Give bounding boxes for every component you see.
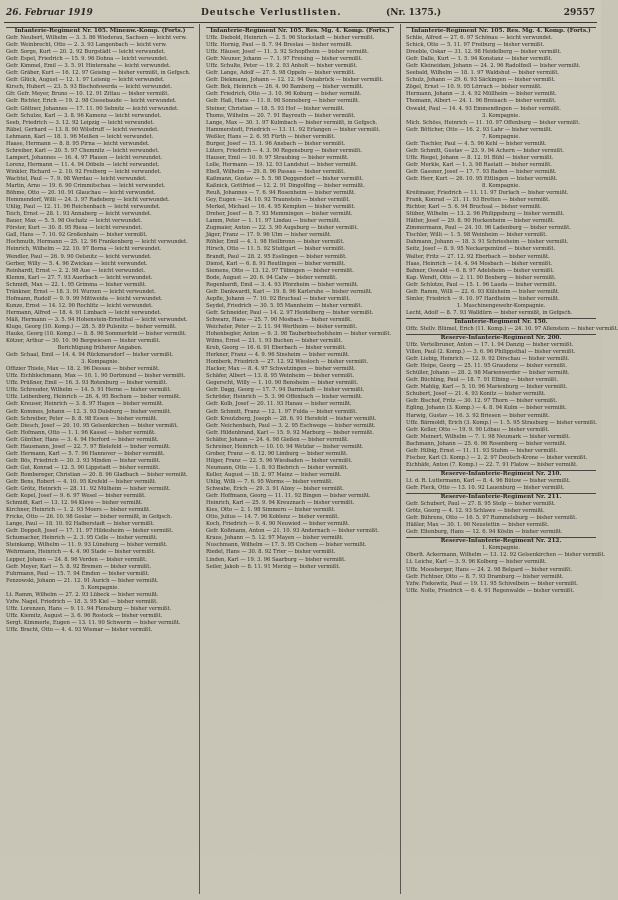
- list-entry: 1. Maschinengewehr-Kompagnie.: [456, 302, 546, 309]
- list-entry: Mäß, Hermann — 3. 5. 94 Hohenstein-Ernstthal — leicht verwundet.: [6, 316, 188, 323]
- list-entry: Lüters, Friedrich — 4. 3. 90 Regensburg — bisher vermißt.: [206, 147, 363, 154]
- list-entry: Schumacher, Heinrich — 2. 3. 95 Celle — bisher vermißt.: [6, 535, 158, 542]
- list-entry: Haase, Hermann — 8. 8. 95 Pirna — leicht verwundet.: [6, 140, 150, 147]
- list-entry: Lorenz, Hermann — 11. 4. 94 Döbeln — leicht verwundet.: [6, 161, 160, 168]
- list-entry: Neumann, Otto — 1. 8. 93 Biebrich — bisher vermißt.: [206, 464, 349, 471]
- list-entry: Aepfle, Johann — 7. 10. 92 Bruchsal — bisher vermißt.: [206, 295, 351, 302]
- list-entry: Bahner, Oswald — 6. 8. 97 Adelsheim — bisher vermißt.: [406, 267, 555, 274]
- list-entry: Gefr. Glück, August — 12. 1. 97 Leisnig — leicht verwundet.: [6, 77, 165, 84]
- list-entry: Reuß, Johannes — 7. 6. 94 Rosenheim — bisher vermißt.: [206, 190, 356, 197]
- list-entry: Hermann, Alfred — 18. 4. 91 Limbach — leicht verwundet.: [6, 309, 162, 316]
- list-entry: Ebell, Wilhelm — 29. 8. 96 Passau — bisher vermißt.: [206, 168, 345, 175]
- list-entry: Klemm, Karl — 27. 7. 93 Auerbach — leicht verwundet.: [6, 274, 153, 281]
- column-2: [206, 26, 394, 894]
- list-entry: Fenzowski, Johann — 21. 12. 91 Aurich — bisher vermißt.: [6, 577, 159, 584]
- list-entry: Keller, August — 18. 2. 97 Mainz — bisher vermißt.: [206, 471, 342, 478]
- list-entry: Gefr. Göttner, Johannes — 17. 11. 90 Sebnitz — leicht verwundet.: [6, 105, 179, 112]
- list-entry: Bauer, Max — 5. 5. 98 Oschatz — leicht verwundet.: [6, 218, 142, 225]
- list-entry: Kaßmann, Gustav — 5. 5. 98 Deggendorf — bisher vermißt.: [206, 175, 364, 182]
- list-entry: Gefr. Neichenbach, Paul — 3. 2. 95 Eschwege — bisher vermißt.: [206, 422, 376, 429]
- list-entry: Uffz. Kiemitz, August — 3. 6. 96 Rostock — bisher vermißt.: [6, 612, 163, 619]
- list-entry: Kirsch, Hubert — 23. 5. 93 Bischofswerda — leicht verwundet.: [6, 84, 172, 91]
- list-entry: Wachtel, Paul — 7. 9. 98 Werdau — leicht verwundet.: [6, 175, 147, 182]
- list-entry: Steinkamp, Wilhelm — 11. 9. 93 Lüneburg — bisher vermißt.: [6, 542, 168, 549]
- list-entry: Uffz. Prüßner, Emil — 16. 3. 93 Rotenburg — bisher vermißt.: [6, 380, 168, 387]
- list-entry: Förster, Kurt — 30. 8. 95 Riesa — leicht verwundet.: [6, 225, 143, 232]
- list-entry: Lehmann, Karl — 18. 1. 96 Meißen — leicht verwundet.: [6, 133, 154, 140]
- list-entry: Regenhardt, Emil — 3. 4. 93 Pforzheim — bisher vermißt.: [206, 281, 359, 288]
- list-entry: Gefr. Kleineidam, Johann — 24. 2. 96 Radolfzell — bisher vermißt.: [406, 63, 581, 70]
- list-entry: Gefr. Meyer, Karl — 5. 8. 92 Bremen — bisher vermißt.: [6, 563, 151, 570]
- list-entry: Heinrich, Karl — 25. 9. 94 Kreuznach — bisher vermißt.: [206, 500, 355, 507]
- list-entry: 3. Kompagnie.: [482, 112, 520, 119]
- list-entry: Gerber, Willy — 5. 4. 96 Zwickau — leicht verwundet.: [6, 260, 148, 267]
- list-entry: Gefr. Ramm, Willi — 22. 6. 93 Külsheim — bisher vermißt.: [406, 288, 560, 295]
- list-entry: Gefr. Espel, Friedrich — 15. 9. 96 Dohna — leicht verwundet.: [6, 56, 168, 63]
- list-entry: 5. Kompagnie.: [81, 584, 119, 591]
- list-entry: Uhlig, Paul — 12. 11. 96 Reichenbach — leicht verwundet.: [6, 204, 161, 211]
- list-entry: Dahmann, Johann — 18. 3. 91 Schriesheim — bisher vermißt.: [406, 239, 569, 246]
- list-entry: Kirchner, Heinrich — 1. 2. 93 Moers — bisher vermißt.: [6, 507, 151, 514]
- list-entry: Gefr. Hausmann, Josef — 22. 7. 97 Bielefeld — bisher vermißt.: [6, 443, 171, 450]
- list-entry: Gefr. Schubert, Paul — 27. 8. 95 Stolp — bisher vermißt.: [406, 501, 556, 508]
- list-entry: Uhlig, Willi — 7. 6. 95 Worms — bisher vermißt.: [206, 479, 333, 485]
- list-entry: Böhme, Otto — 20. 10. 91 Glauchau — leicht verwundet.: [6, 190, 156, 197]
- list-entry: Winkler, Richard — 2. 10. 92 Freiberg — leicht verwundet.: [6, 168, 162, 175]
- list-entry: Berichtigung früherer Angaben.: [57, 345, 143, 352]
- list-entry: Schubert, Josef — 21. 4. 93 Konitz — bisher vermißt.: [406, 391, 546, 398]
- list-entry: Reserve-Infanterie-Regiment Nr. 212.: [406, 537, 596, 545]
- list-entry: Hacker, Max — 8. 4. 97 Schwetzingen — bisher vermißt.: [206, 366, 356, 373]
- list-entry: Simler, Friedrich — 9. 10. 97 Hardheim — bisher vermißt.: [406, 295, 560, 302]
- list-entry: Lt. d. R. Luttermann, Karl — 8. 4. 96 Bütow — bisher vermißt.: [406, 477, 571, 484]
- page-number: 29557: [563, 8, 595, 18]
- list-entry: Hammerstedt, Friedrich — 13. 11. 92 Erlangen — bisher vermißt.: [206, 126, 381, 133]
- list-entry: Gefr. Lange, Adolf — 27. 5. 98 Oppeln — bisher vermißt.: [206, 70, 356, 77]
- list-entry: Schmidt, Max — 22. 1. 95 Grimma — bisher vermißt.: [6, 281, 147, 288]
- list-entry: Schüller, Johann — 28. 2. 98 Marienwerder — bisher vermißt.: [406, 370, 570, 377]
- list-entry: Mich. Schöss, Heinrich — 11. 10. 97 Offenburg — bisher vermißt.: [406, 119, 580, 126]
- list-entry: Räbel, Gerhard — 13. 8. 90 Wilsdruff — leicht verwundet.: [6, 126, 159, 133]
- list-entry: Egling, Johann (3. Komp.) — 4. 8. 94 Kulm — bisher vermißt.: [406, 405, 567, 412]
- list-entry: Schäfer, Albert — 13. 8. 95 Weinheim — bisher vermißt.: [206, 373, 354, 380]
- list-entry: Uffz. Bärmoldt, Erich (3. Komp.) — 1. 5. 95 Strasburg — bisher vermißt.: [406, 419, 597, 426]
- list-entry: Merkel, Michael — 16. 4. 95 Kempten — bisher vermißt.: [206, 204, 356, 211]
- list-entry: Kreb, Georg — 16. 6. 91 Eberbach — bisher vermißt.: [206, 345, 347, 352]
- list-entry: Gefr. Hildenbrand, Karl — 15. 9. 92 Marburg — bisher vermißt.: [206, 429, 374, 436]
- list-entry: Kötzer, Arthur — 30. 10. 90 Bergwiesen — bisher vermißt.: [6, 338, 161, 345]
- list-entry: Gefr. Diesch, Josef — 20. 10. 95 Gelsenkirchen — bisher vermißt.: [6, 422, 179, 429]
- list-entry: Wehrmann, Heinrich — 4. 4. 90 Stade — bisher vermißt.: [6, 549, 156, 556]
- list-entry: Kies, Otto — 2. 1. 98 Simmern — bisher vermißt.: [206, 507, 336, 514]
- list-entry: Heinrich, Wilhelm — 22. 10. 97 Borna — leicht verwundet.: [6, 246, 162, 253]
- list-entry: Gefr. Hoffmann, Georg — 11. 11. 92 Bingen — bisher vermißt.: [206, 493, 371, 500]
- list-entry: Villen, Paul (2. Komp.) — 3. 6. 96 Philippsthal — bisher vermißt.: [406, 349, 576, 356]
- list-entry: Gefr. Bek, Heinrich — 26. 4. 90 Bamberg — bisher vermißt.: [206, 84, 364, 91]
- list-entry: Tränkner, Ernst — 18. 3. 91 Wurzen — leicht verwundet.: [6, 288, 156, 295]
- list-entry: Grober, Franz — 6. 12. 90 Limburg — bisher vermißt.: [206, 450, 348, 457]
- list-entry: Gefr. Schlotze, Paul — 15. 1. 96 Lauda — bisher vermißt.: [406, 281, 557, 288]
- list-entry: Siemens, Otto — 13. 12. 97 Tübingen — bisher vermißt.: [206, 267, 354, 274]
- list-entry: Schmidt, Karl — 13. 12. 94 Kleve — bisher vermißt.: [6, 500, 143, 507]
- list-entry: Dreher, Josef — 8. 7. 93 Memmingen — bisher vermißt.: [206, 211, 353, 218]
- list-entry: Hofmann, Rudolf — 9. 9. 99 Mittweida — leicht verwundet.: [6, 295, 163, 302]
- list-entry: Uffz. Riegel, Johann — 8. 12. 91 Bühl — bisher vermißt.: [406, 154, 554, 161]
- list-entry: Wendler, Paul — 26. 9. 90 Oelsnitz — leicht verwundet.: [6, 253, 152, 260]
- list-entry: Steiner, Christian — 18. 5. 93 Hof — bisher vermißt.: [206, 105, 345, 112]
- list-entry: Gefr. Schneider, Paul — 14. 2. 97 Heidelberg — bisher vermißt.: [206, 309, 374, 316]
- list-entry: Fischer, Karl (3. Komp.) — 2. 2. 97 Deutsch-Krone — bisher vermißt.: [406, 454, 588, 461]
- list-entry: Jäger, Franz — 17. 9. 96 Ulm — bisher vermißt.: [206, 232, 332, 239]
- list-entry: Seeb, Friedrich — 3. 12. 92 Leipzig — leicht verwundet.: [6, 119, 155, 126]
- list-entry: Bachmann, Johann — 25. 6. 96 Rosenberg — bisher vermißt.: [406, 440, 567, 447]
- list-entry: Gefr. Gassner, Josef — 17. 7. 93 Baden — bisher vermißt.: [406, 168, 557, 175]
- list-entry: Gefr. Kreutzberg, Joseph — 28. 6. 91 Hersfeld — bisher vermißt.: [206, 415, 377, 422]
- list-entry: Lolle, Hermann — 19. 12. 93 Landshut — bisher vermißt.: [206, 161, 358, 168]
- list-entry: Eichhäfe, Anton (7. Komp.) — 22. 7. 91 Flatow — bisher vermißt.: [406, 461, 578, 468]
- list-entry: Häßler, Max — 30. 1. 90 Neustettin — bisher vermißt.: [406, 522, 549, 529]
- list-entry: Gefr. Heipe, Georg — 25. 11. 95 Graudenz — bisher vermißt.: [406, 363, 567, 370]
- list-entry: Herkner, Franz — 4. 9. 96 Sinsheim — bisher vermißt.: [206, 352, 350, 359]
- list-entry: Gefr. Kommes, Johann — 12. 3. 93 Duisburg — bisher vermißt.: [6, 408, 172, 415]
- list-entry: Gefr. Bens, Robert — 4. 10. 95 Krefeld — bisher vermißt.: [6, 479, 157, 485]
- list-entry: Infanterie-Regiment Nr. 105. Res. Mg. 4. Komp. (Forts.): [206, 27, 394, 35]
- list-entry: Gefr. Rombereger, Christian — 20. 8. 96 Gladbach — bisher vermißt.: [6, 471, 188, 478]
- list-entry: Schick, Otto — 5. 11. 97 Freiburg — bisher vermißt.: [406, 42, 545, 49]
- list-entry: Lepper, Johann — 24. 8. 96 Verden — bisher vermißt.: [6, 556, 147, 563]
- list-entry: Gefr. Keller, Otto — 19. 9. 90 Löbau — bisher vermißt.: [406, 426, 550, 433]
- list-entry: Gefr. Friedrich, Otto — 3. 10. 96 Koburg — bisher vermißt.: [206, 91, 362, 98]
- list-entry: Stüber, Wilhelm — 13. 2. 96 Philippsburg — bisher vermißt.: [406, 211, 565, 218]
- list-entry: Gefr. Weinbrecht, Otto — 2. 3. 93 Langenbach — leicht verw.: [6, 42, 167, 49]
- list-entry: Gefr. Hilbig, Ernst — 11. 11. 93 Stuhm — bisher vermißt.: [406, 447, 558, 454]
- list-entry: Gefr. Bührens, Otto — 16. 5. 97 Rummelsburg — bisher vermißt.: [406, 515, 577, 522]
- list-entry: Teich, Ernst — 28. 1. 93 Annaberg — leicht verwundet.: [6, 211, 152, 218]
- list-entry: Otto, Julius — 14. 7. 96 Koblenz — bisher vermißt.: [206, 514, 340, 521]
- list-entry: Seiler, Jakob — 8. 11. 91 Merzig — bisher vermißt.: [206, 563, 341, 570]
- list-entry: Offizier Thiele, Max — 18. 2. 96 Dessau — bisher vermißt.: [6, 366, 160, 373]
- list-entry: Zögel, Ernst — 10. 9. 95 Lörrach — bisher vermißt.: [406, 84, 542, 91]
- list-entry: Gefr. Meinert, Wilhelm — 7. 1. 98 Neumark — bisher vermißt.: [406, 433, 571, 440]
- list-entry: Hilger, Franz — 22. 5. 96 Wiesbaden — bisher vermißt.: [206, 457, 353, 464]
- list-entry: Kaßnick, Gottfried — 12. 2. 91 Dingolfing — bisher vermißt.: [206, 183, 365, 190]
- list-entry: Reserve-Infanterie-Regiment Nr. 210.: [406, 470, 596, 478]
- list-entry: Gefr. Herr, Kurt — 26. 10. 95 Ettlingen — bisher vermißt.: [406, 175, 558, 182]
- list-entry: Infanterie-Regiment Nr. 105. Res. Mg. 4. Komp. (Forts.): [406, 27, 596, 35]
- list-entry: Gefr. Böttcher, Otto — 16. 2. 93 Lahr — bisher vermißt.: [406, 126, 553, 133]
- list-entry: Gall, Hans — 7. 10. 92 Großenhain — bisher vermißt.: [6, 232, 148, 239]
- list-entry: Gefr. Dalle, Kurt — 1. 5. 94 Konstanz — bisher vermißt.: [406, 56, 553, 63]
- list-entry: Schröder, Heinrich — 5. 3. 96 Offenbach — bisher vermißt.: [206, 394, 363, 401]
- list-entry: Kluge, Georg (10. Komp.) — 28. 5. 89 Pulsnitz — bisher vermißt.: [6, 323, 177, 330]
- list-entry: Gefr. Doppelt, Josef — 17. 11. 97 Hildesheim — bisher vermißt.: [6, 528, 173, 535]
- list-entry: Nuschmann, Wilhelm — 17. 5. 95 Cochem — bisher vermißt.: [206, 542, 367, 549]
- list-entry: Gefr. Fleck, Otto — 13. 10. 92 Lauenburg — bisher vermißt.: [406, 485, 565, 491]
- list-entry: Gefr. Neubert, Wilhelm — 3. 3. 86 Wiederau, Sachsen — leicht verw.: [6, 35, 187, 42]
- list-entry: Lamm, Peter — 1. 11. 97 Lindau — bisher vermißt.: [206, 218, 341, 225]
- list-entry: Gefr. Kepel, Josef — 9. 6. 97 Wesel — bisher vermißt.: [6, 493, 146, 500]
- list-entry: Gefr. Schreiber, Peter — 8. 8. 98 Essen — bisher vermißt.: [6, 415, 158, 422]
- column-3: [406, 26, 618, 894]
- list-entry: Riedel, Hans — 30. 8. 92 Trier — bisher vermißt.: [206, 549, 336, 556]
- list-entry: 3. Kompagnie.: [81, 359, 119, 366]
- column-divider: [400, 24, 401, 894]
- issue-date: 26. Februar 1919: [6, 8, 93, 18]
- list-entry: Vzfw. Nagel, Friedrich — 18. 3. 95 Kiel — bisher vermißt.: [6, 598, 158, 605]
- list-entry: Hohenbegler, Anton — 9. 3. 98 Tauberbischofsheim — bisher vermißt.: [206, 331, 392, 338]
- list-entry: Gefr. Hermann, Karl — 5. 7. 96 Hannover — bisher vermißt.: [6, 450, 165, 457]
- list-entry: Weicheler, Peter — 2. 11. 94 Wertheim — bisher vermißt.: [206, 323, 357, 330]
- list-entry: Weßler, Hans — 2. 6. 95 Fürth — bisher vermißt.: [206, 133, 336, 140]
- list-entry: Lt. Ramm, Wilhelm — 27. 2. 93 Lübeck — bisher vermißt.: [6, 591, 159, 598]
- list-entry: Gefr. Koßmann, Anton — 21. 10. 93 Andernach — bisher vermißt.: [206, 528, 379, 535]
- list-entry: Hauser, Emil — 10. 9. 97 Straubing — bisher vermißt.: [206, 154, 349, 161]
- list-entry: Uffz. Nolte, Friedrich — 6. 4. 91 Regenwalde — bisher vermißt.: [406, 587, 575, 594]
- list-entry: Homberk, Friedrich — 27. 12. 92 Wiesloch — bisher vermißt.: [206, 359, 369, 366]
- list-entry: Uffz. Vertelbruner, Anton — 17. 1. 94 Danzig — bisher vermißt.: [406, 342, 574, 349]
- list-entry: Sergt. Kimmerle, Eugen — 13. 11. 90 Schwerin — bisher vermißt.: [6, 619, 181, 626]
- list-entry: Wilms, Ernst — 21. 1. 93 Buchen — bisher vermißt.: [206, 338, 343, 345]
- list-entry: Kreitmaier, Friedrich — 11. 11. 97 Durlach — bisher vermißt.: [406, 190, 569, 197]
- list-entry: Uffz. Bracht, Otto — 4. 4. 93 Wismar — bisher vermißt.: [6, 626, 153, 633]
- list-entry: Seitz, Josef — 8. 9. 95 Neckargemünd — bisher vermißt.: [406, 246, 556, 253]
- list-entry: Fuhrmann, Paul — 15. 7. 94 Emden — bisher vermißt.: [6, 570, 150, 577]
- list-entry: Uffz. Eichblochmann, Max — 10. 1. 90 Dortmund — bisher vermißt.: [6, 373, 186, 380]
- issue-number: (Nr. 1375.): [386, 8, 442, 18]
- list-entry: Tischler, Willi — 1. 5. 98 Weinheim — bisher vermißt.: [406, 232, 547, 239]
- list-entry: Uffz. Diebold, Heinrich — 2. 5. 96 Stockstadt — bisher vermißt.: [206, 35, 375, 42]
- list-entry: Hochmuth, Hermann — 25. 12. 96 Frankenberg — leicht verwundet.: [6, 239, 188, 246]
- list-entry: Gefr. Schmitt, Gustav — 23. 9. 94 Achern — bisher vermißt.: [406, 147, 564, 154]
- list-entry: Seydel, Friedrich — 30. 5. 95 Mannheim — bisher vermißt.: [206, 302, 363, 309]
- list-entry: Lecht, Adolf — 8. 7. 93 Walldürn — bisher vermißt, in Gefgsch.: [406, 309, 573, 316]
- list-entry: Gefr. Diekmann, Johann — 12. 12. 94 Osnabrück — bisher vermißt.: [206, 77, 384, 84]
- list-entry: Gefr. Mahlig, Karl — 5. 10. 96 Marienburg — bisher vermißt.: [406, 384, 568, 391]
- list-entry: Gefr. Fichtner, Otto — 8. 7. 93 Dramburg — bisher vermißt.: [406, 573, 564, 580]
- list-entry: Kap. Wendt, Otto — 2. 11. 90 Boxberg — bisher vermißt.: [406, 274, 556, 281]
- list-entry: Kunze, Ernst — 14. 12. 90 Rochlitz — leicht verwundet.: [6, 302, 153, 309]
- publication-title: Deutsche Verlustlisten.: [201, 8, 342, 18]
- list-entry: Gefr. Kimmel, Emil — 3. 5. 91 Hinternahe — leicht verwundet.: [6, 63, 171, 70]
- list-entry: Thoms, Wilhelm — 20. 7. 91 Bayreuth — bisher vermißt.: [206, 112, 356, 119]
- list-entry: Frank, Konrad — 21. 11. 93 Bretten — bisher vermißt.: [406, 197, 550, 204]
- list-entry: Gfr. Gefr. Meyer, Bruno — 10. 12. 91 Zittau — bisher vermißt.: [6, 91, 170, 98]
- list-entry: Walter, Fritz — 27. 12. 92 Eberbach — bisher vermißt.: [406, 253, 550, 260]
- list-entry: Gefr. Sorge, Kurt — 20. 2. 92 Burgstädt — leicht verwundet.: [6, 49, 166, 56]
- list-entry: Schreiber, Karl — 20. 5. 97 Chemnitz — leicht verwundet.: [6, 147, 160, 154]
- list-entry: Hätter, Josef — 29. 8. 90 Hockenheim — bisher vermißt.: [406, 218, 555, 225]
- list-entry: Richter, Karl — 5. 6. 94 Bruchsal — bisher vermißt.: [406, 204, 542, 211]
- list-entry: Gefr. Dankwardt, Karl — 19. 8. 96 Karlsruhe — bisher vermißt.: [206, 288, 373, 295]
- list-entry: Linden, Karl — 19. 3. 96 Saarburg — bisher vermißt.: [206, 556, 346, 563]
- list-entry: Kraus, Johann — 5. 12. 97 Mayen — bisher vermißt.: [206, 535, 344, 542]
- list-entry: Uffz. Lorenzen, Hans — 9. 11. 94 Flensburg — bisher vermißt.: [6, 605, 172, 612]
- list-entry: Hirsch, Otto — 11. 5. 92 Stuttgart — bisher vermißt.: [206, 246, 346, 253]
- column-1: [6, 26, 194, 894]
- list-entry: Vzfw. Fiekewitz, Paul — 19. 11. 95 Schivelbein — bisher vermißt.: [406, 580, 579, 587]
- list-entry: Lt. Leiche, Karl — 3. 9. 96 Kolberg — bisher vermißt.: [406, 559, 547, 566]
- list-entry: Uffz. Schulte, Peter — 19. 2. 93 Anholt — bisher vermißt.: [206, 63, 358, 70]
- list-entry: Uffz. Leibenberg, Heinrich — 26. 4. 95 Bochum — bisher vermißt.: [6, 394, 181, 401]
- list-entry: Gefr. Kolb, Josef — 20. 11. 93 Hanau — bisher vermißt.: [206, 401, 352, 408]
- list-entry: Uffz. Moosberger, Hans — 24. 2. 98 Belgard — bisher vermißt.: [406, 566, 572, 573]
- list-entry: Hauke, Georg (10. Komp.) — 8. 8. 96 Sommerfeld — bisher vermißt.: [6, 331, 187, 338]
- list-entry: Gefr. Büchling, Paul — 18. 7. 91 Elbing — bisher vermißt.: [406, 377, 558, 384]
- list-entry: Offz. Stellv. Blümel, Erich (11. Komp.) — 24. 10. 97 Allenstein — bisher vermißt.: [406, 325, 618, 332]
- list-entry: Gefr. Tischler, Paul — 4. 5. 96 Kehl — bisher vermißt.: [406, 140, 547, 147]
- list-entry: Gefr. Gut, Konrad — 12. 5. 90 Lippstadt — bisher vermißt.: [6, 464, 160, 471]
- list-entry: Gegerscht, Willy — 1. 10. 90 Bensheim — bisher vermißt.: [206, 380, 359, 387]
- list-entry: Schlie, Alfred — 27. 6. 97 Schönau — leicht verwundet.: [406, 35, 553, 42]
- list-entry: Gefr. Gräber, Kurt — 16. 12. 97 Geising — bisher vermißt, in Gefgsch.: [6, 70, 191, 77]
- list-entry: Dreeble, Oskar — 31. 12. 98 Heidelberg — bisher vermißt.: [406, 49, 562, 56]
- list-entry: Gefr. Bös, Friedrich — 30. 3. 93 Minden — bisher vermißt.: [6, 457, 161, 464]
- page-header: [6, 8, 595, 22]
- list-entry: Harwig, Gustav — 16. 3. 92 Briesen — bisher vermißt.: [406, 412, 550, 419]
- list-entry: Uffz. Hornig, Paul — 8. 7. 94 Breslau — bisher vermißt.: [206, 42, 353, 49]
- list-entry: Gefr. Neuner, Johann — 7. 1. 97 Freising — bisher vermißt.: [206, 56, 363, 63]
- list-entry: Zimmermann, Paul — 24. 10. 96 Ladenburg — bisher vermißt.: [406, 225, 571, 232]
- list-entry: Uffz. Häuser, Josef — 11. 3. 92 Schopfheim — bisher vermißt.: [206, 49, 369, 56]
- list-entry: Grötz, Georg — 4. 12. 93 Schlawe — bisher vermißt.: [406, 508, 545, 515]
- list-entry: Bode, August — 20. 6. 94 Calw — bisher vermißt.: [206, 274, 337, 281]
- list-entry: Schäfer, Johann — 24. 4. 98 Gießen — bisher vermißt.: [206, 436, 349, 443]
- list-entry: Schwabe, Erich — 29. 3. 91 Alzey — bisher vermißt.: [206, 486, 344, 493]
- list-entry: 8. Kompagnie.: [482, 183, 520, 190]
- list-entry: Haas, Heinrich — 14. 4. 94 Mosbach — bisher vermißt.: [406, 260, 553, 267]
- list-entry: Brandt, Paul — 28. 2. 95 Esslingen — bisher vermißt.: [206, 253, 347, 260]
- list-entry: Reserve-Infanterie-Regiment Nr. 211.: [406, 493, 596, 501]
- list-entry: Gefr. Liebig, Heinrich — 12. 9. 92 Dirschau — bisher vermißt.: [406, 356, 570, 363]
- list-entry: Lange, Paul — 18. 10. 92 Halberstadt — bisher vermißt.: [6, 521, 155, 528]
- list-entry: Gefr. Schaal, Emil — 14. 4. 94 Rückmarsdorf — bisher vermißt.: [6, 352, 174, 359]
- list-entry: Seebald, Wilhelm — 18. 1. 97 Waldshut — bisher vermißt.: [406, 70, 559, 77]
- list-entry: Burger, Josef — 15. 1. 96 Ansbach — bisher vermißt.: [206, 140, 346, 147]
- list-entry: Lange, Max — 30. 1. 97 Kulmbach — bisher vermißt, in Gefgsch.: [206, 119, 378, 126]
- list-entry: Infanterie-Regiment Nr. 150.: [406, 318, 596, 326]
- list-entry: Schreiner, Heinrich — 10. 10. 94 Wetzlar — bisher vermißt.: [206, 443, 364, 450]
- list-entry: Oberlt. Ackermann, Wilhelm — 13. 12. 92 Gelsenkirchen — bisher vermißt.: [406, 552, 606, 559]
- list-entry: Schulz, Johann — 29. 6. 93 Säckingen — bisher vermißt.: [406, 77, 556, 84]
- column-divider: [199, 24, 200, 894]
- list-entry: Hermann, Johann — 3. 4. 92 Müllheim — bisher vermißt.: [406, 91, 557, 98]
- list-entry: Gefr. Haß, Hans — 11. 8. 98 Sonneberg — bisher vermißt.: [206, 98, 360, 105]
- list-entry: Thomann, Albert — 24. 1. 96 Breisach — bisher vermißt.: [406, 98, 556, 105]
- list-entry: Dienst, Karl — 6. 8. 91 Reutlingen — bisher vermißt.: [206, 260, 346, 267]
- list-entry: Uffz. Schreuder, Wilhelm — 14. 5. 91 Herne — bisher vermißt.: [6, 387, 172, 394]
- list-entry: Koch, Friedrich — 9. 4. 90 Neuwied — bisher vermißt.: [206, 521, 350, 528]
- list-entry: Zugmaier, Anton — 22. 3. 90 Augsburg — bisher vermißt.: [206, 225, 359, 232]
- list-entry: Reserve-Infanterie-Regiment Nr. 200.: [406, 334, 596, 342]
- list-entry: Gefr. Dagg, Georg — 17. 7. 94 Darmstadt — bisher vermißt.: [206, 387, 365, 394]
- list-entry: Gefr. Günther, Hans — 3. 4. 94 Herford — bisher vermißt.: [6, 436, 159, 443]
- list-entry: Gefr. Grötz, Heinrich — 28. 11. 92 Mülheim — bisher vermißt.: [6, 486, 171, 493]
- list-entry: Hemmendorf, Willi — 24. 3. 97 Radeberg — leicht verwundet.: [6, 197, 170, 204]
- list-entry: Fricke, Otto — 26. 10. 98 Goslar — bisher vermißt, in Gefgsch.: [6, 514, 173, 521]
- list-entry: Reinhardt, Ernst — 2. 2. 98 Aue — leicht verwundet.: [6, 267, 145, 274]
- list-entry: Schwarz, Hans — 25. 7. 90 Mosbach — bisher vermißt.: [206, 316, 352, 323]
- list-entry: 7. Kompagnie.: [482, 133, 520, 140]
- list-entry: Gefr. Merkle, Karl — 1. 3. 98 Rastatt — bisher vermißt.: [406, 161, 552, 168]
- list-entry: Gefr. Schmitt, Franz — 12. 1. 97 Fulda — bisher vermißt.: [206, 408, 357, 415]
- list-entry: Infanterie-Regiment Nr. 105. Minenw.-Komp. (Forts.): [6, 27, 194, 35]
- header-rule: [4, 22, 597, 23]
- list-entry: 1. Kompagnie.: [482, 545, 520, 552]
- list-entry: Martin, Arno — 19. 6. 90 Crimmitschau — leicht verwundet.: [6, 183, 166, 190]
- list-entry: Oswald, Paul — 14. 4. 93 Emmendingen — bisher vermißt.: [406, 105, 561, 112]
- list-entry: Gefr. Schulze, Karl — 3. 8. 96 Kamenz — leicht verwundet.: [6, 112, 162, 119]
- list-entry: Gefr. Hofmann, Otto — 1. 1. 96 Kassel — bisher vermißt.: [6, 429, 156, 436]
- list-entry: Lampert, Johannes — 16. 4. 97 Plauen — leicht verwundet.: [6, 154, 163, 161]
- list-entry: Gefr. Richter, Erich — 19. 2. 98 Cossebaude — leicht verwundet.: [6, 98, 177, 105]
- list-entry: Gey, Eugen — 24. 10. 92 Traunstein — bisher vermißt.: [206, 197, 351, 204]
- list-entry: Gefr. Eltenburg, Hans — 12. 6. 94 Köslin — bisher vermißt.: [406, 529, 563, 536]
- list-entry: Röhler, Emil — 4. 1. 98 Heilbronn — bisher vermißt.: [206, 239, 345, 246]
- list-entry: Gefr. Bischof, Fritz — 30. 12. 97 Thorn — bisher vermißt.: [406, 398, 557, 405]
- list-entry: Gefr. Kreuser, Heinrich — 3. 8. 97 Hagen — bisher vermißt.: [6, 401, 164, 408]
